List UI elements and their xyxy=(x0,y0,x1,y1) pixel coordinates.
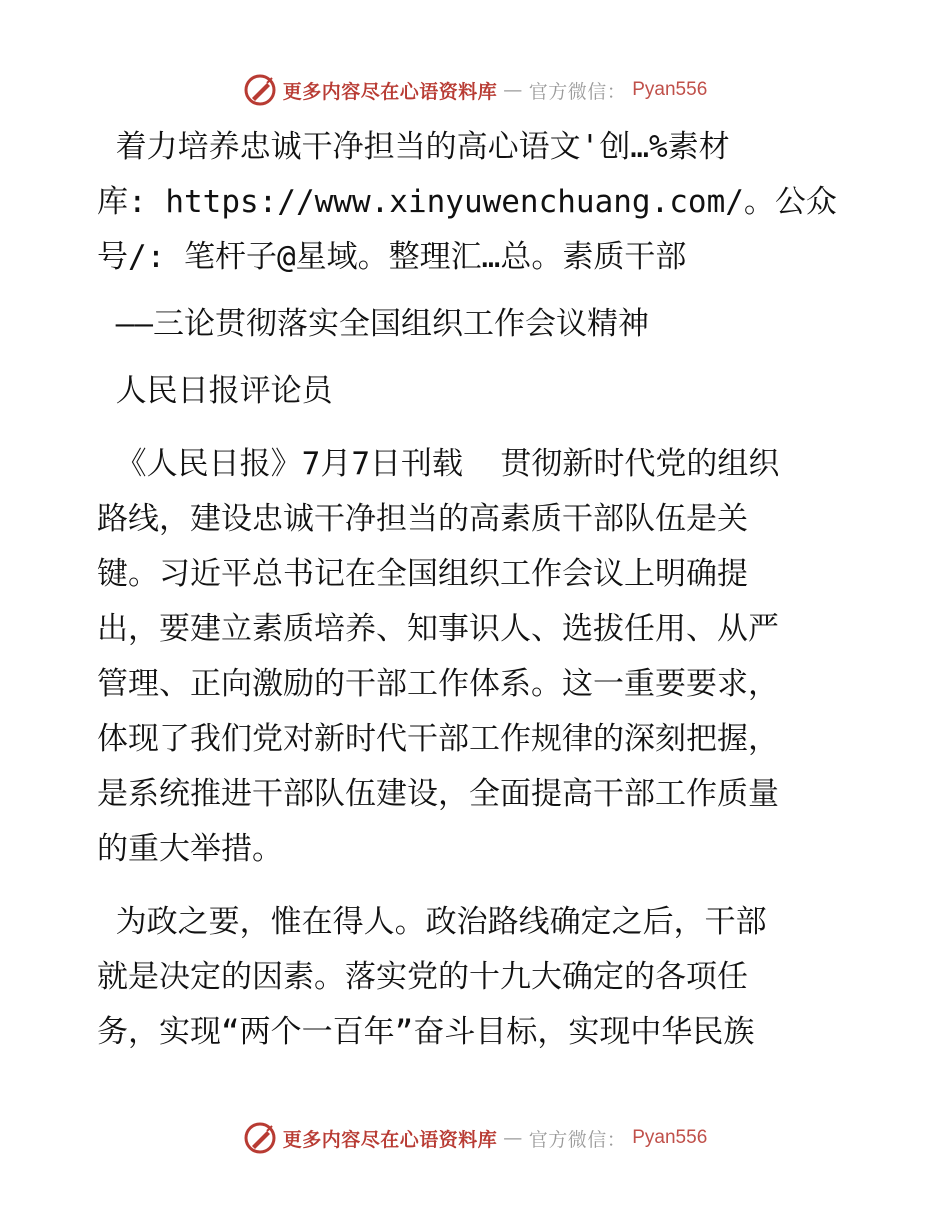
paragraph-1-line-2: 路线，建设忠诚干净担当的高素质干部队伍是关 xyxy=(97,501,748,537)
quill-pen-logo-icon xyxy=(243,73,277,107)
paragraph-2-line-2: 就是决定的因素。落实党的十九大确定的各项任 xyxy=(97,959,748,995)
paragraph-1-line-1: 《人民日报》7月7日刊载 贯彻新时代党的组织 xyxy=(97,446,780,482)
paragraph-1-line-4: 出，要建立素质培养、知事识人、选拔任用、从严 xyxy=(97,611,779,647)
paragraph-1-line-8: 的重大举措。 xyxy=(97,831,283,867)
header-watermark-banner xyxy=(0,70,950,110)
intro-line-1: 着力培养忠诚干净担当的高心语文'创…%素材 xyxy=(97,129,730,165)
footer-watermark-banner xyxy=(0,1118,950,1158)
paragraph-2-line-3: 务，实现“两个一百年”奋斗目标，实现中华民族 xyxy=(97,1014,755,1050)
document-body xyxy=(97,120,857,1060)
watermark-main-text: 更多内容尽在心语资料库 xyxy=(282,80,498,103)
paragraph-2-line-1: 为政之要，惟在得人。政治路线确定之后，干部 xyxy=(97,904,767,940)
watermark-main-text: 更多内容尽在心语资料库 xyxy=(282,1128,498,1151)
paragraph-1-line-5: 管理、正向激励的干部工作体系。这一重要要求， xyxy=(97,666,779,702)
article-author: 人民日报评论员 xyxy=(97,373,333,409)
watermark-dash: — xyxy=(503,79,523,101)
intro-line-3: 号/: 笔杆子@星域。整理汇…总。素质干部 xyxy=(97,239,687,275)
quill-pen-logo-icon xyxy=(243,1121,277,1155)
watermark-wechat-label: 官方微信： xyxy=(528,80,627,103)
watermark-wechat-id: Pyan556 xyxy=(632,1127,708,1148)
paragraph-1-line-6: 体现了我们党对新时代干部工作规律的深刻把握， xyxy=(97,721,779,757)
watermark-wechat-label: 官方微信： xyxy=(528,1128,627,1151)
paragraph-1-line-3: 键。习近平总书记在全国组织工作会议上明确提 xyxy=(97,556,748,592)
paragraph-1-line-7: 是系统推进干部队伍建设，全面提高干部工作质量 xyxy=(97,776,779,812)
intro-line-2: 库: https://www.xinyuwenchuang.com/。公众 xyxy=(97,184,837,220)
watermark-wechat-id: Pyan556 xyxy=(632,79,708,100)
watermark-dash: — xyxy=(503,1127,523,1149)
article-subtitle: ——三论贯彻落实全国组织工作会议精神 xyxy=(97,306,649,342)
